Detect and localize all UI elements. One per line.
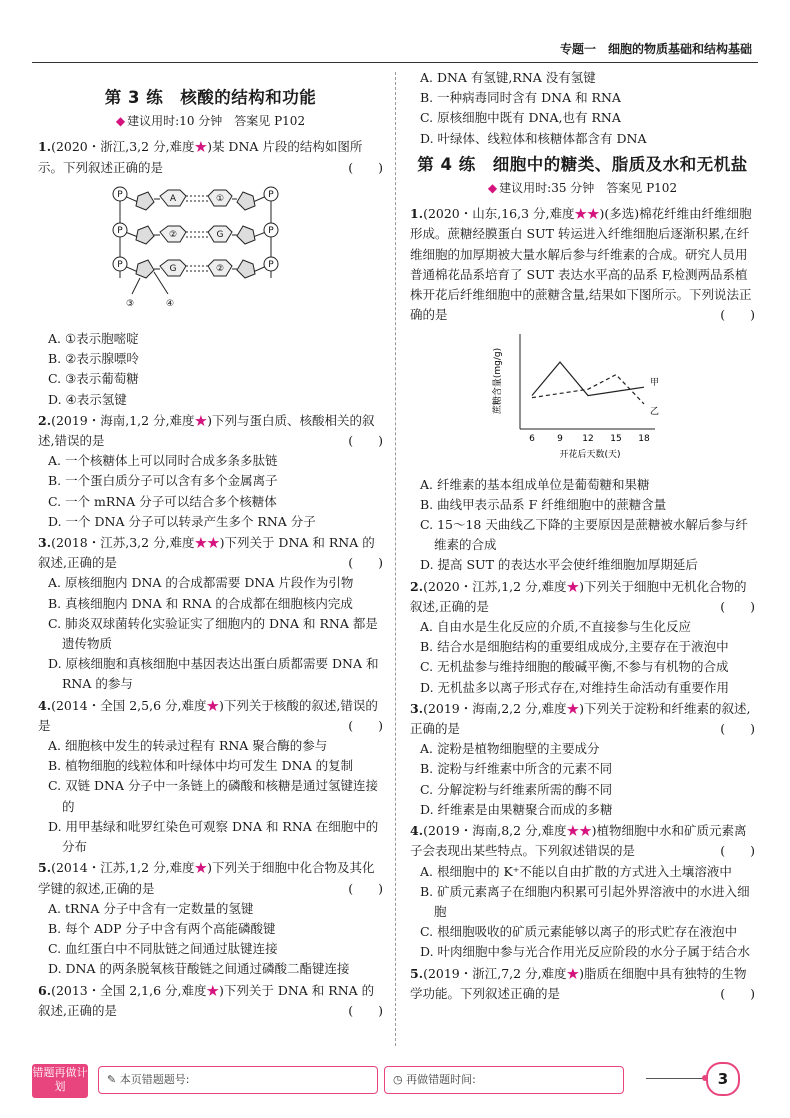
- section-title-3: 第 3 练 核酸的结构和功能: [104, 88, 317, 107]
- option: A. 淀粉是植物细胞壁的主要成分: [420, 741, 600, 757]
- question-5: 5.(2019・浙江,7,2 分,难度★)脂质在细胞中具有独特的生物学功能。下列叙述正确的是 ( ): [410, 964, 755, 1004]
- option: D. 纤维素是由果糖聚合而成的多糖: [420, 801, 613, 817]
- option: C. 双链 DNA 分子中一条链上的磷酸和核糖是通过氢键连接的: [48, 778, 378, 814]
- base-g-label: G: [169, 263, 177, 274]
- option: A. 细胞核中发生的转录过程有 RNA 聚合酶的参与: [48, 738, 328, 754]
- wrong-questions-box[interactable]: ✎ 本页错题题号:: [98, 1066, 378, 1094]
- option: A. 原核细胞内 DNA 的合成都需要 DNA 片段作为引物: [48, 575, 354, 591]
- option: B. 植物细胞的线粒体和叶绿体中均可发生 DNA 的复制: [48, 758, 354, 774]
- answer-bracket: ( ): [348, 555, 383, 571]
- option: C. 肺炎双球菌转化实验证实了细胞内的 DNA 和 RNA 都是遗传物质: [48, 615, 378, 652]
- section-meta-4: ◆ 建议用时:35 分钟 答案见 P102: [487, 181, 678, 196]
- star-icon: ★★: [566, 823, 592, 839]
- option: B. 淀粉与纤维素中所含的元素不同: [420, 761, 613, 777]
- answer-bracket: ( ): [720, 598, 755, 614]
- x-tick-label: 12: [582, 434, 594, 445]
- answer-bracket: ( ): [348, 1002, 383, 1018]
- x-tick-label: 9: [557, 434, 563, 445]
- option: C. 15～18 天曲线乙下降的主要原因是蔗糖被水解后参与纤维素的合成: [420, 517, 748, 553]
- answer-bracket: ( ): [720, 985, 755, 1001]
- star-icon: ★: [194, 139, 208, 155]
- option: A. 自由水是生化反应的介质,不直接参与生化反应: [420, 619, 691, 635]
- left-column: [38, 68, 383, 1022]
- star-icon: ★★: [574, 206, 600, 222]
- question-4: 4.(2014・全国 2,5,6 分,难度★)下列关于核酸的叙述,错误的是 ( ) A. 细胞核中发生的转录过程有 RNA 聚合酶的参与 B. 植物细胞的线粒体和叶绿体中均可发生 DNA 的复制 C. 双链 DNA 分子中一条链上的磷酸和核糖是通过氢键连接的 D. 用甲基绿和吡罗红染色可观察 DNA 和 RNA 在细胞中的分布: [38, 696, 383, 858]
- header-rule: [32, 62, 758, 63]
- pencil-icon: ✎: [107, 1073, 120, 1086]
- option: C. 分解淀粉与纤维素所需的酶不同: [420, 781, 613, 797]
- option: D. 叶肉细胞中参与光合作用光反应阶段的水分子属于结合水: [420, 944, 751, 960]
- option: D. 无机盐多以离子形式存在,对维持生命活动有重要作用: [420, 679, 729, 695]
- marker-3-label: ③: [125, 298, 135, 309]
- page-number-rule: [646, 1078, 706, 1079]
- dna-structure-figure: [108, 182, 288, 317]
- base-g-label: G: [216, 229, 224, 240]
- series-legend-label: 甲: [650, 378, 660, 389]
- option: B. 曲线甲表示品系 F 纤维细胞中的蔗糖含量: [420, 496, 667, 512]
- marker-4-label: ④: [165, 298, 175, 309]
- answer-bracket: ( ): [720, 843, 755, 859]
- option: A. 纤维素的基本组成单位是葡萄糖和果糖: [420, 476, 650, 492]
- question-6-options: [410, 68, 755, 149]
- option: D. 用甲基绿和吡罗红染色可观察 DNA 和 RNA 在细胞中的分布: [48, 818, 379, 855]
- question-5: 5.(2014・江苏,1,2 分,难度★)下列关于细胞中化合物及其化学键的叙述,正确的是 ( ) A. tRNA 分子中含有一定数量的氢键 B. 每个 ADP 分子中含有两个高能磷酸键 C. 血红蛋白中不同肽链之间通过肽键连接 D. DNA 的两条脱氧核苷酸链之间通过磷酸二酯键连接: [38, 858, 383, 979]
- question-3: 3.(2019・海南,2,2 分,难度★)下列关于淀粉和纤维素的叙述,正确的是 ( ) A. 淀粉是植物细胞壁的主要成分 B. 淀粉与纤维素中所含的元素不同 C. 分解淀粉与纤维素所需的酶不同 D. 纤维素是由果糖聚合而成的多糖: [410, 699, 755, 820]
- option: D. DNA 的两条脱氧核苷酸链之间通过磷酸二酯键连接: [48, 961, 350, 977]
- star-icon: ★: [206, 697, 219, 713]
- option: C. ③表示葡萄糖: [48, 371, 139, 387]
- star-icon: ★: [206, 982, 219, 998]
- x-tick-label: 6: [529, 434, 535, 445]
- question-2: 2.(2020・江苏,1,2 分,难度★)下列关于细胞中无机化合物的叙述,正确的是 ( ) A. 自由水是生化反应的介质,不直接参与生化反应 B. 结合水是细胞结构的重要组成成分,主要存在于液泡中 C. 无机盐参与维持细胞的酸碱平衡,不参与有机物的合成 D. 无机盐多以离子形式存在,对维持生命活动有重要作用: [410, 577, 755, 698]
- option: C. 血红蛋白中不同肽链之间通过肽键连接: [48, 941, 278, 957]
- answer-bracket: ( ): [348, 159, 383, 175]
- option: C. 无机盐参与维持细胞的酸碱平衡,不参与有机物的合成: [420, 659, 729, 675]
- option: B. 结合水是细胞结构的重要组成成分,主要存在于液泡中: [420, 639, 729, 655]
- answer-bracket: ( ): [720, 721, 755, 737]
- x-tick-label: 18: [638, 434, 650, 445]
- option: D. 一个 DNA 分子可以转录产生多个 RNA 分子: [48, 513, 316, 529]
- section-meta-3: ◆ 建议用时:10 分钟 答案见 P102: [115, 114, 306, 129]
- column-divider: [395, 72, 396, 1046]
- star-icon: ★★: [194, 535, 220, 551]
- clock-icon: ◷: [393, 1073, 407, 1086]
- running-header: 专题一 细胞的物质基础和结构基础: [559, 42, 752, 56]
- option: B. 矿质元素离子在细胞内积累可引起外界溶液中的水进入细胞: [420, 883, 750, 919]
- page-footer: [32, 1060, 758, 1098]
- answer-bracket: ( ): [348, 717, 383, 733]
- page-number: 3: [706, 1062, 740, 1096]
- redo-plan-tag: 错题再做计划: [32, 1064, 88, 1098]
- right-column: [410, 68, 755, 1005]
- x-axis-label: 开花后天数(天): [559, 450, 621, 461]
- star-icon: ★: [566, 578, 580, 594]
- question-4: 4.(2019・海南,8,2 分,难度★★)植物细胞中水和矿质元素离子会表现出某些特点。下列叙述错误的是 ( ) A. 根细胞中的 K⁺不能以自由扩散的方式进入土壤溶液中 B. 矿质元素离子在细胞内积累可引起外界溶液中的水进入细胞 C. 根细胞吸收的矿质元素能够以离子的形式贮存在液泡中 D. 叶肉细胞中参与光合作用光反应阶段的水分子属于结合水: [410, 821, 755, 962]
- base-label: ②: [215, 263, 225, 274]
- phosphate-label: P: [268, 259, 274, 270]
- question-6: 6.(2013・全国 2,1,6 分,难度★)下列关于 DNA 和 RNA 的叙述,正确的是 ( ): [38, 981, 383, 1021]
- option: C. 原核细胞中既有 DNA,也有 RNA: [420, 110, 621, 126]
- series-legend-label: 乙: [650, 407, 660, 418]
- phosphate-label: P: [268, 225, 274, 236]
- question-1: 1.(2020・浙江,3,2 分,难度★)某 DNA 片段的结构如图所示。下列叙述正确的是 ( ) P P P P P P A ① ② G G ② ③ ④ A. ①表示胞嘧啶 B. ②表示腺嘌呤 C. ③表示葡萄糖 D. ④表示氢键: [38, 137, 383, 409]
- phosphate-label: P: [117, 225, 123, 236]
- question-1: 1.(2020・山东,16,3 分,难度★★)(多选)棉花纤维由纤维细胞形成。蔗糖经膜蛋白 SUT 转运进入纤维细胞后逐渐积累,在纤维细胞的加厚期被大量水解后参与纤维素的合成。研究人员用普通棉花品系培育了 SUT 表达水平高的品系 F,检测两品系植株开花后纤维细胞中的蔗糖含量,结果如下图所示。下列说法正确的是 ( ) 蔗糖含量(mg/g) 开花后天数(天) 6 9 12 15 18 甲 乙 A. 纤维素的基本组成单位是葡萄糖和果糖 B. 曲线甲表示品系 F 纤维细胞中的蔗糖含量 C. 15～18 天曲线乙下降的主要原因是蔗糖被水解后参与纤维素的合成 D. 提高 SUT 的表达水平会使纤维细胞加厚期延后: [410, 204, 755, 575]
- option: D. 提高 SUT 的表达水平会使纤维细胞加厚期延后: [420, 557, 698, 573]
- answer-bracket: ( ): [348, 880, 383, 896]
- question-2: 2.(2019・海南,1,2 分,难度★)下列与蛋白质、核酸相关的叙述,错误的是 ( ) A. 一个核糖体上可以同时合成多条多肽链 B. 一个蛋白质分子可以含有多个金属离子 C. 一个 mRNA 分子可以结合多个核糖体 D. 一个 DNA 分子可以转录产生多个 RNA 分子: [38, 411, 383, 532]
- diamond-icon: ◆: [115, 114, 126, 129]
- option: D. ④表示氢键: [48, 391, 127, 407]
- sucrose-line-chart: [490, 329, 670, 464]
- option: D. 叶绿体、线粒体和核糖体都含有 DNA: [420, 130, 647, 146]
- option: B. 真核细胞内 DNA 和 RNA 的合成都在细胞核内完成: [48, 595, 353, 611]
- option: C. 一个 mRNA 分子可以结合多个核糖体: [48, 493, 277, 509]
- section-title-4: 第 4 练 细胞中的糖类、脂质及水和无机盐: [417, 154, 748, 174]
- redo-time-box[interactable]: ◷ 再做错题时间:: [384, 1066, 624, 1094]
- option: B. 一个蛋白质分子可以含有多个金属离子: [48, 473, 278, 489]
- answer-bracket: ( ): [348, 433, 383, 449]
- series-line-1: [532, 363, 644, 396]
- option: B. ②表示腺嘌呤: [48, 351, 139, 367]
- y-axis-label: 蔗糖含量(mg/g): [493, 348, 503, 415]
- option: B. 每个 ADP 分子中含有两个高能磷酸键: [48, 920, 276, 936]
- option: B. 一种病毒同时含有 DNA 和 RNA: [420, 90, 621, 106]
- diamond-icon: ◆: [487, 181, 498, 196]
- star-icon: ★: [194, 412, 208, 428]
- option: A. tRNA 分子中含有一定数量的氢键: [48, 900, 254, 916]
- option: A. ①表示胞嘧啶: [48, 331, 139, 347]
- x-tick-label: 15: [610, 434, 622, 445]
- star-icon: ★: [566, 700, 580, 716]
- star-icon: ★: [566, 965, 580, 981]
- phosphate-label: P: [117, 189, 123, 200]
- option: A. DNA 有氢键,RNA 没有氢键: [420, 70, 596, 85]
- base-1-label: ①: [215, 193, 225, 204]
- answer-bracket: ( ): [720, 307, 755, 323]
- option: C. 根细胞吸收的矿质元素能够以离子的形式贮存在液泡中: [420, 924, 738, 940]
- phosphate-label: P: [268, 189, 274, 200]
- phosphate-label: P: [117, 259, 123, 270]
- star-icon: ★: [194, 860, 208, 876]
- base-a-label: A: [169, 193, 177, 204]
- option: D. 原核细胞和真核细胞中基因表达出蛋白质都需要 DNA 和 RNA 的参与: [48, 656, 379, 692]
- question-3: 3.(2018・江苏,3,2 分,难度★★)下列关于 DNA 和 RNA 的叙述,正确的是 ( ) A. 原核细胞内 DNA 的合成都需要 DNA 片段作为引物 B. 真核细胞内 DNA 和 RNA 的合成都在细胞核内完成 C. 肺炎双球菌转化实验证实了细胞内的 DNA 和 RNA 都是遗传物质 D. 原核细胞和真核细胞中基因表达出蛋白质都需要 DNA 和 RNA 的参与: [38, 533, 383, 695]
- option: A. 根细胞中的 K⁺不能以自由扩散的方式进入土壤溶液中: [420, 863, 732, 879]
- base-2-label: ②: [168, 229, 178, 240]
- option: A. 一个核糖体上可以同时合成多条多肽链: [48, 453, 278, 469]
